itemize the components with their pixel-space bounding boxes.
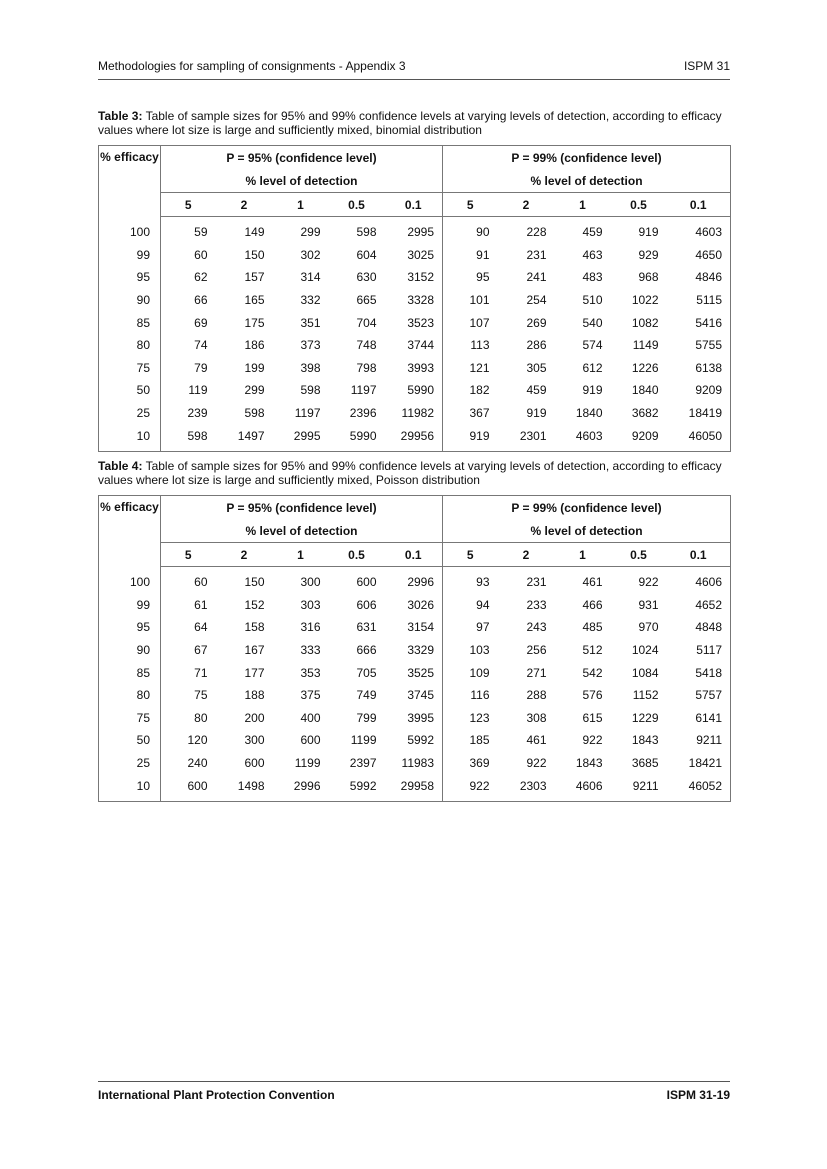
sample-size-cell: 75 [161, 684, 216, 707]
sample-size-cell: 351 [300, 315, 321, 330]
efficacy-cell: 95 [99, 616, 161, 639]
sample-size-cell: 243 [526, 620, 547, 635]
sample-size-cell: 74 [161, 334, 216, 357]
efficacy-cell: 25 [99, 402, 161, 425]
sample-size-cell: 631 [356, 620, 377, 635]
sample-size-cell: 9209 [611, 424, 667, 451]
sample-size-cell: 93 [443, 567, 498, 594]
sample-size-cell: 2996 [273, 774, 329, 801]
detection-level-cell: 0.1 [385, 193, 443, 217]
sample-size-cell: 18419 [667, 402, 731, 425]
sample-size-cell: 922 [526, 756, 547, 771]
sample-size-cell: 288 [526, 688, 547, 703]
sample-size-cell: 2303 [498, 774, 555, 801]
sample-size-cell: 123 [443, 707, 498, 730]
footer-organization: International Plant Protection Convention [98, 1088, 335, 1102]
sample-size-cell: 5418 [667, 661, 731, 684]
sample-size-cell: 103 [443, 639, 498, 662]
sample-size-cell: 5115 [667, 289, 731, 312]
sample-size-cell: 1226 [631, 360, 659, 375]
table-row [99, 567, 731, 594]
footer-page-id: ISPM 31-19 [666, 1088, 730, 1102]
sample-size-cell: 1199 [294, 756, 321, 771]
sample-size-cell: 177 [244, 665, 265, 680]
table-row [99, 752, 731, 775]
confidence-95-header: P = 95% (confidence level) [161, 496, 443, 520]
sample-size-cell: 1843 [575, 756, 603, 771]
table-row [99, 707, 731, 730]
efficacy-cell: 75 [99, 357, 161, 380]
table-3-caption [98, 109, 730, 137]
header-standard-id: ISPM 31 [683, 59, 730, 73]
sample-size-cell: 461 [582, 575, 603, 590]
header-row-confidence [99, 146, 731, 170]
sample-size-cell: 175 [244, 315, 265, 330]
sample-size-cell: 241 [526, 270, 547, 285]
sample-size-cell: 119 [161, 379, 216, 402]
sample-size-cell: 1082 [631, 315, 659, 330]
sample-size-cell: 11983 [401, 756, 435, 771]
table-row [99, 774, 731, 801]
page-footer [98, 1088, 730, 1102]
confidence-95-header: P = 95% (confidence level) [161, 146, 443, 170]
table-4-poisson [98, 495, 731, 802]
sample-size-cell: 1229 [631, 710, 659, 725]
sample-size-cell: 200 [244, 710, 265, 725]
sample-size-cell: 61 [161, 594, 216, 617]
sample-size-cell: 80 [161, 707, 216, 730]
sample-size-cell: 5992 [407, 733, 435, 748]
sample-size-cell: 4606 [555, 774, 611, 801]
table-row [99, 379, 731, 402]
sample-size-cell: 69 [161, 311, 216, 334]
sample-size-cell: 600 [244, 756, 265, 771]
sample-size-cell: 600 [300, 733, 321, 748]
sample-size-cell: 3328 [407, 293, 435, 308]
sample-size-cell: 630 [356, 270, 377, 285]
sample-size-cell: 1843 [631, 733, 659, 748]
sample-size-cell: 1084 [631, 665, 659, 680]
sample-size-cell: 231 [526, 575, 547, 590]
sample-size-cell: 186 [244, 338, 265, 353]
sample-size-cell: 704 [356, 315, 377, 330]
sample-size-cell: 1197 [294, 406, 321, 421]
sample-size-cell: 353 [300, 665, 321, 680]
table-row [99, 684, 731, 707]
sample-size-cell: 300 [300, 575, 321, 590]
table-row [99, 594, 731, 617]
sample-size-cell: 286 [526, 338, 547, 353]
detection-level-header-95: % level of detection [161, 169, 443, 193]
efficacy-cell: 95 [99, 266, 161, 289]
detection-level-cell: 2 [498, 543, 555, 567]
sample-size-cell: 4846 [667, 266, 731, 289]
sample-size-cell: 66 [161, 289, 216, 312]
sample-size-cell: 299 [300, 225, 321, 240]
sample-size-cell: 931 [638, 597, 659, 612]
sample-size-cell: 398 [300, 360, 321, 375]
sample-size-cell: 305 [526, 360, 547, 375]
sample-size-cell: 29958 [385, 774, 443, 801]
sample-size-cell: 466 [582, 597, 603, 612]
sample-size-cell: 91 [443, 244, 498, 267]
detection-level-cell: 2 [216, 543, 273, 567]
detection-level-cell: 1 [555, 193, 611, 217]
efficacy-cell: 80 [99, 334, 161, 357]
efficacy-cell: 90 [99, 639, 161, 662]
confidence-99-header: P = 99% (confidence level) [443, 146, 731, 170]
sample-size-cell: 665 [356, 293, 377, 308]
sample-size-cell: 3152 [407, 270, 435, 285]
sample-size-cell: 3745 [407, 688, 435, 703]
detection-level-cell: 0.5 [329, 543, 385, 567]
sample-size-cell: 375 [300, 688, 321, 703]
header-row-confidence [99, 496, 731, 520]
sample-size-cell: 2301 [498, 424, 555, 451]
sample-size-cell: 3744 [407, 338, 435, 353]
sample-size-cell: 9211 [667, 729, 731, 752]
sample-size-cell: 158 [244, 620, 265, 635]
sample-size-cell: 59 [161, 217, 216, 244]
efficacy-cell: 50 [99, 729, 161, 752]
sample-size-cell: 400 [300, 710, 321, 725]
efficacy-cell: 100 [99, 217, 161, 244]
sample-size-cell: 303 [300, 597, 321, 612]
sample-size-cell: 2996 [407, 575, 435, 590]
sample-size-cell: 598 [161, 424, 216, 451]
sample-size-cell: 373 [300, 338, 321, 353]
efficacy-cell: 85 [99, 311, 161, 334]
sample-size-cell: 5757 [667, 684, 731, 707]
sample-size-cell: 483 [582, 270, 603, 285]
efficacy-cell: 85 [99, 661, 161, 684]
detection-level-cell: 0.5 [329, 193, 385, 217]
sample-size-cell: 29956 [385, 424, 443, 451]
sample-size-cell: 46050 [667, 424, 731, 451]
sample-size-cell: 919 [638, 225, 659, 240]
table-4-caption [98, 459, 730, 487]
sample-size-cell: 314 [300, 270, 321, 285]
sample-size-cell: 1197 [350, 383, 377, 398]
efficacy-cell: 100 [99, 567, 161, 594]
sample-size-cell: 254 [526, 293, 547, 308]
sample-size-cell: 919 [582, 383, 603, 398]
sample-size-cell: 367 [443, 402, 498, 425]
sample-size-cell: 459 [526, 383, 547, 398]
sample-size-cell: 1149 [632, 338, 659, 353]
sample-size-cell: 107 [443, 311, 498, 334]
sample-size-cell: 604 [356, 247, 377, 262]
sample-size-cell: 615 [582, 710, 603, 725]
detection-level-cell: 2 [216, 193, 273, 217]
sample-size-cell: 598 [244, 406, 265, 421]
sample-size-cell: 919 [443, 424, 498, 451]
sample-size-cell: 510 [582, 293, 603, 308]
detection-level-cell: 0.1 [385, 543, 443, 567]
sample-size-cell: 1022 [631, 293, 659, 308]
sample-size-cell: 5992 [329, 774, 385, 801]
table-row [99, 357, 731, 380]
sample-size-cell: 120 [161, 729, 216, 752]
sample-size-cell: 4603 [555, 424, 611, 451]
sample-size-cell: 512 [582, 643, 603, 658]
sample-size-cell: 60 [161, 244, 216, 267]
sample-size-cell: 612 [582, 360, 603, 375]
sample-size-cell: 922 [582, 733, 603, 748]
sample-size-cell: 598 [300, 383, 321, 398]
sample-size-cell: 919 [526, 406, 547, 421]
sample-size-cell: 3154 [407, 620, 435, 635]
detection-level-cell: 1 [555, 543, 611, 567]
sample-size-cell: 3329 [407, 643, 435, 658]
efficacy-cell: 10 [99, 424, 161, 451]
sample-size-cell: 308 [526, 710, 547, 725]
sample-size-cell: 600 [356, 575, 377, 590]
sample-size-cell: 116 [443, 684, 498, 707]
sample-size-cell: 271 [526, 665, 547, 680]
sample-size-cell: 5990 [407, 383, 435, 398]
sample-size-cell: 600 [161, 774, 216, 801]
detection-level-cell: 1 [273, 193, 329, 217]
sample-size-cell: 101 [443, 289, 498, 312]
sample-size-cell: 95 [443, 266, 498, 289]
sample-size-cell: 598 [356, 225, 377, 240]
sample-size-cell: 269 [526, 315, 547, 330]
sample-size-cell: 3993 [407, 360, 435, 375]
sample-size-cell: 109 [443, 661, 498, 684]
table-row [99, 729, 731, 752]
detection-level-header-99: % level of detection [443, 169, 731, 193]
sample-size-cell: 188 [244, 688, 265, 703]
sample-size-cell: 60 [161, 567, 216, 594]
detection-level-header-99: % level of detection [443, 519, 731, 543]
page-header [98, 59, 730, 73]
table-3-label: Table 3: [98, 109, 143, 123]
efficacy-cell: 10 [99, 774, 161, 801]
sample-size-cell: 369 [443, 752, 498, 775]
sample-size-cell: 6141 [667, 707, 731, 730]
sample-size-cell: 576 [582, 688, 603, 703]
sample-size-cell: 64 [161, 616, 216, 639]
sample-size-cell: 332 [300, 293, 321, 308]
sample-size-cell: 299 [244, 383, 265, 398]
table-3-caption-text: Table of sample sizes for 95% and 99% confidence levels at varying levels of detection, according to efficacy values where lot size is large and sufficiently mixed, binomial distribution [98, 109, 722, 137]
header-row-detection [99, 169, 731, 193]
efficacy-cell: 75 [99, 707, 161, 730]
sample-size-cell: 485 [582, 620, 603, 635]
sample-size-cell: 149 [244, 225, 265, 240]
sample-size-cell: 922 [443, 774, 498, 801]
sample-size-cell: 2396 [349, 406, 377, 421]
sample-size-cell: 606 [356, 597, 377, 612]
sample-size-cell: 4848 [667, 616, 731, 639]
sample-size-cell: 157 [244, 270, 265, 285]
sample-size-cell: 333 [300, 643, 321, 658]
detection-level-cell: 5 [161, 543, 216, 567]
sample-size-cell: 2397 [349, 756, 377, 771]
table-row [99, 217, 731, 244]
sample-size-cell: 185 [443, 729, 498, 752]
sample-size-cell: 150 [244, 575, 265, 590]
sample-size-cell: 922 [638, 575, 659, 590]
header-document-title: Methodologies for sampling of consignments - Appendix 3 [98, 59, 406, 73]
detection-level-cell: 0.1 [667, 193, 731, 217]
efficacy-cell: 99 [99, 594, 161, 617]
sample-size-cell: 542 [582, 665, 603, 680]
table-row [99, 661, 731, 684]
detection-level-cell: 5 [443, 543, 498, 567]
sample-size-cell: 165 [244, 293, 265, 308]
sample-size-cell: 5416 [667, 311, 731, 334]
sample-size-cell: 240 [161, 752, 216, 775]
sample-size-cell: 199 [244, 360, 265, 375]
sample-size-cell: 1498 [216, 774, 273, 801]
detection-level-cell: 0.5 [611, 193, 667, 217]
sample-size-cell: 233 [526, 597, 547, 612]
sample-size-cell: 150 [244, 247, 265, 262]
sample-size-cell: 300 [244, 733, 265, 748]
sample-size-cell: 6138 [667, 357, 731, 380]
table-4-label: Table 4: [98, 459, 143, 473]
table-row [99, 266, 731, 289]
sample-size-cell: 2995 [407, 225, 435, 240]
sample-size-cell: 4606 [667, 567, 731, 594]
sample-size-cell: 182 [443, 379, 498, 402]
sample-size-cell: 5990 [329, 424, 385, 451]
header-row-detection [99, 519, 731, 543]
sample-size-cell: 705 [356, 665, 377, 680]
sample-size-cell: 929 [638, 247, 659, 262]
sample-size-cell: 798 [356, 360, 377, 375]
sample-size-cell: 799 [356, 710, 377, 725]
sample-size-cell: 231 [526, 247, 547, 262]
footer-divider [98, 1081, 730, 1082]
sample-size-cell: 540 [582, 315, 603, 330]
sample-size-cell: 121 [443, 357, 498, 380]
table-row [99, 402, 731, 425]
sample-size-cell: 3525 [407, 665, 435, 680]
efficacy-cell: 50 [99, 379, 161, 402]
table-row [99, 639, 731, 662]
sample-size-cell: 9209 [667, 379, 731, 402]
header-row-levels [99, 193, 731, 217]
sample-size-cell: 1199 [350, 733, 377, 748]
sample-size-cell: 4650 [667, 244, 731, 267]
sample-size-cell: 459 [582, 225, 603, 240]
sample-size-cell: 256 [526, 643, 547, 658]
sample-size-cell: 463 [582, 247, 603, 262]
sample-size-cell: 968 [638, 270, 659, 285]
sample-size-cell: 62 [161, 266, 216, 289]
sample-size-cell: 749 [356, 688, 377, 703]
sample-size-cell: 67 [161, 639, 216, 662]
sample-size-cell: 3025 [407, 247, 435, 262]
sample-size-cell: 18421 [667, 752, 731, 775]
sample-size-cell: 2995 [273, 424, 329, 451]
detection-level-cell: 2 [498, 193, 555, 217]
sample-size-cell: 167 [244, 643, 265, 658]
sample-size-cell: 3685 [631, 756, 659, 771]
sample-size-cell: 1024 [631, 643, 659, 658]
table-3-binomial [98, 145, 731, 452]
sample-size-cell: 71 [161, 661, 216, 684]
sample-size-cell: 3026 [407, 597, 435, 612]
sample-size-cell: 4603 [667, 217, 731, 244]
sample-size-cell: 3682 [631, 406, 659, 421]
efficacy-cell: 90 [99, 289, 161, 312]
sample-size-cell: 748 [356, 338, 377, 353]
table-row [99, 334, 731, 357]
detection-level-cell: 5 [161, 193, 216, 217]
efficacy-header: % efficacy [99, 146, 161, 217]
sample-size-cell: 94 [443, 594, 498, 617]
sample-size-cell: 1152 [632, 688, 659, 703]
detection-level-header-95: % level of detection [161, 519, 443, 543]
sample-size-cell: 1497 [216, 424, 273, 451]
sample-size-cell: 90 [443, 217, 498, 244]
sample-size-cell: 302 [300, 247, 321, 262]
sample-size-cell: 228 [526, 225, 547, 240]
confidence-99-header: P = 99% (confidence level) [443, 496, 731, 520]
detection-level-cell: 5 [443, 193, 498, 217]
table-row [99, 424, 731, 451]
table-4-caption-text: Table of sample sizes for 95% and 99% confidence levels at varying levels of detection, according to efficacy values where lot size is large and sufficiently mixed, Poisson distribution [98, 459, 722, 487]
sample-size-cell: 152 [244, 597, 265, 612]
sample-size-cell: 5117 [667, 639, 731, 662]
table-row [99, 616, 731, 639]
efficacy-header: % efficacy [99, 496, 161, 567]
efficacy-cell: 80 [99, 684, 161, 707]
sample-size-cell: 666 [356, 643, 377, 658]
sample-size-cell: 46052 [667, 774, 731, 801]
table-row [99, 311, 731, 334]
detection-level-cell: 0.5 [611, 543, 667, 567]
sample-size-cell: 3995 [407, 710, 435, 725]
sample-size-cell: 113 [443, 334, 498, 357]
sample-size-cell: 1840 [575, 406, 603, 421]
sample-size-cell: 9211 [611, 774, 667, 801]
efficacy-cell: 25 [99, 752, 161, 775]
header-row-levels [99, 543, 731, 567]
detection-level-cell: 1 [273, 543, 329, 567]
sample-size-cell: 3523 [407, 315, 435, 330]
sample-size-cell: 239 [161, 402, 216, 425]
sample-size-cell: 1840 [631, 383, 659, 398]
detection-level-cell: 0.1 [667, 543, 731, 567]
sample-size-cell: 79 [161, 357, 216, 380]
sample-size-cell: 970 [638, 620, 659, 635]
header-divider [98, 79, 730, 80]
efficacy-cell: 99 [99, 244, 161, 267]
table-row [99, 244, 731, 267]
sample-size-cell: 11982 [401, 406, 435, 421]
sample-size-cell: 97 [443, 616, 498, 639]
sample-size-cell: 574 [582, 338, 603, 353]
sample-size-cell: 5755 [667, 334, 731, 357]
table-row [99, 289, 731, 312]
sample-size-cell: 461 [526, 733, 547, 748]
sample-size-cell: 316 [300, 620, 321, 635]
sample-size-cell: 4652 [667, 594, 731, 617]
